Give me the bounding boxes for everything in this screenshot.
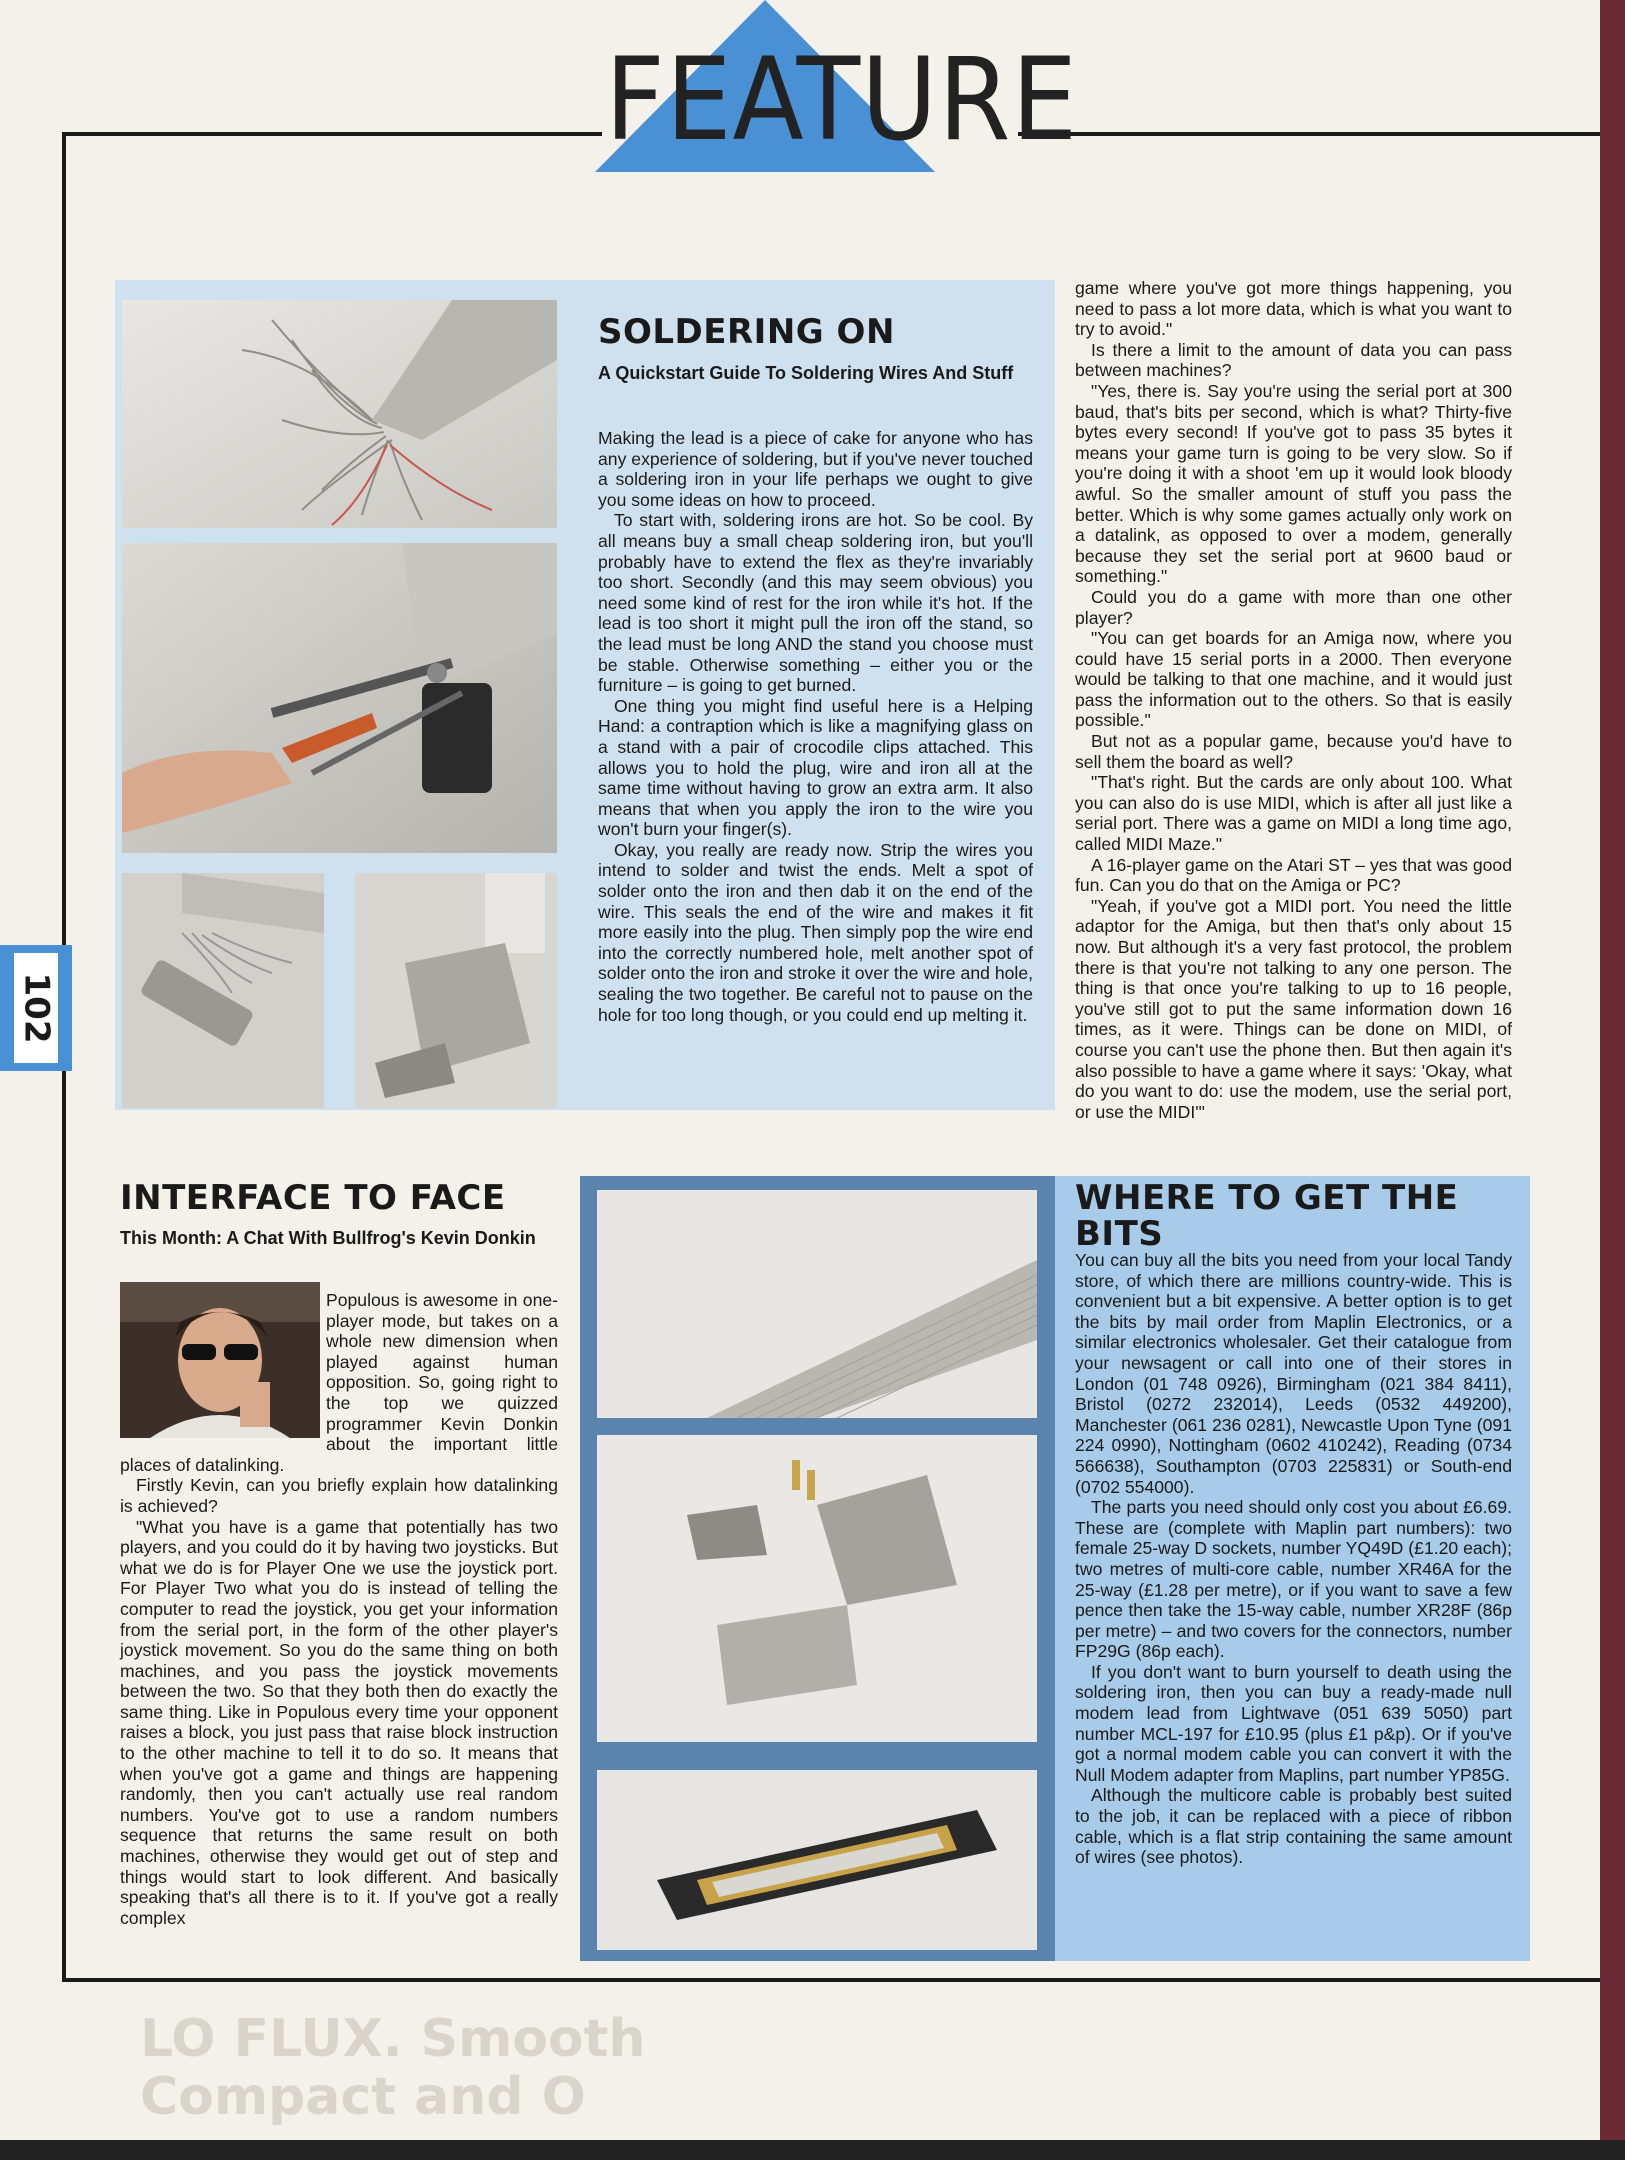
- interview-paragraph: "You can get boards for an Amiga now, where you could have 15 serial ports in a 2000. Then everyone would be talking to that one machine, and it would just pass the information out to the others. So that is easily possible.": [1075, 628, 1512, 731]
- where-body: [1075, 1250, 1512, 1868]
- bleed-through-line: Compact and O: [140, 2067, 586, 2127]
- soldering-heading: SOLDERING ON: [598, 312, 895, 352]
- interface-subheading: This Month: A Chat With Bullfrog's Kevin Donkin: [120, 1228, 536, 1248]
- page-number-tab: [0, 945, 72, 1071]
- soldering-body: [598, 428, 1033, 1025]
- photo-connector-hood: [355, 873, 557, 1108]
- interview-paragraph: game where you've got more things happening, you need to pass a lot more data, which is what you want to try to avoid.": [1075, 278, 1512, 340]
- soldering-paragraph: Okay, you really are ready now. Strip the wires you intend to solder and twist the ends. Melt a spot of solder onto the iron and then dab it on the end of the wire. This seals the end of the wire and makes it fit more easily into the plug. Then simply pop the wire end into the correctly numbered hole, melt another spot of solder onto the iron and stroke it over the wire and hole, sealing the two together. Be careful not to pause on the hole for too long though, or you could end up melting it.: [598, 839, 1033, 1025]
- photo-d-connector-wired: [122, 873, 324, 1108]
- soldering-paragraph: One thing you might find useful here is a Helping Hand: a contraption which is like a magnifying glass on a stand with a pair of crocodile clips attached. This allows you to hold the plug, wire and iron all at the same time without having to grow an extra arm. It also means that when you apply the iron to the wire you won't burn your finger(s).: [598, 695, 1033, 840]
- photo-d-socket: [597, 1770, 1037, 1950]
- magazine-spine: [1600, 0, 1625, 2160]
- photo-float-spacer: [120, 1282, 326, 1444]
- photo-stripped-wires: [122, 300, 557, 528]
- photo-connector-parts: [597, 1435, 1037, 1742]
- soldering-paragraph: To start with, soldering irons are hot. So be cool. By all means buy a small cheap soldering iron, but you'll probably have to extend the flex as they're invariably too short. Secondly (and this may seem obvious) you need some kind of rest for the iron while it's hot. If the lead is too short it might pull the iron off the stand, so the lead must be long AND the stand you choose must be stable. Otherwise something – either you or the furniture – is going to get burned.: [598, 510, 1033, 696]
- bleed-through-line: LO FLUX. Smooth: [140, 2009, 646, 2069]
- soldering-paragraph: Making the lead is a piece of cake for anyone who has any experience of soldering, but if you've never touched a soldering iron in your life perhaps we ought to give you some ideas on how to proceed.: [598, 428, 1033, 510]
- interface-intro: Populous is awesome in one-player mode, but takes on a whole new dimension when played against human opposition. So, going right to the top we quizzed programmer Kevin Donkin about the important little places of datalinking.: [120, 1290, 558, 1475]
- where-paragraph: The parts you need should only cost you about £6.69. These are (complete with Maplin part numbers): two female 25-way D sockets, number YQ49D (£1.20 each); two metres of multi-core cable, number XR46A for the 25-way (£1.28 per metre), or if you want to save a few pence then take the 15-way cable, number XR28F (86p per metre) – and two covers for the connectors, number FP29G (86p each).: [1075, 1497, 1512, 1662]
- interface-body: [120, 1290, 558, 1928]
- photo-soldering-iron: [122, 543, 557, 853]
- where-paragraph: You can buy all the bits you need from your local Tandy store, of which there are millions country-wide. This is convenient but a bit expensive. A better option is to get the bits by mail order from Maplin Electronics, or a similar electronics wholesaler. Get their catalogue from your newsagent or call into one of their stores in London (01 748 0926), Birmingham (021 384 8411), Bristol (0272 232014), Leeds (0532 449200), Manchester (061 236 0281), Newcastle Upon Tyne (091 224 0990), Nottingham (0602 410242), Reading (0734 566638), Southampton (0703 225831) or South-end (0702 554000).: [1075, 1250, 1512, 1497]
- frame-bottom: [62, 1978, 1600, 1982]
- interview-paragraph: But not as a popular game, because you'd have to sell them the board as well?: [1075, 731, 1512, 772]
- page-number: 102: [16, 972, 57, 1044]
- interview-continued: [1075, 278, 1512, 1122]
- section-title: FEATURE: [605, 32, 1079, 167]
- interview-paragraph: "That's right. But the cards are only about 100. What you can also do is use MIDI, which is after all just like a serial port. There was a game on MIDI a long time ago, called MIDI Maze.": [1075, 772, 1512, 855]
- header-rule-right: [1018, 132, 1600, 136]
- header-rule-left: [62, 132, 602, 136]
- scan-edge: [0, 2140, 1625, 2160]
- where-heading: WHERE TO GET THE BITS: [1075, 1178, 1459, 1254]
- photo-ribbon-cable: [597, 1190, 1037, 1418]
- bleed-through-text: [140, 2010, 646, 2126]
- where-paragraph: Although the multicore cable is probably best suited to the job, it can be replaced with a piece of ribbon cable, which is a flat strip containing the same amount of wires (see photos).: [1075, 1785, 1512, 1868]
- interface-heading: INTERFACE TO FACE: [120, 1178, 506, 1218]
- interview-paragraph: "Yes, there is. Say you're using the serial port at 300 baud, that's bits per second, which is what? Thirty-five bytes every second! If you've got to pass 35 bytes it means your game turn is going to be very slow. So if you're doing it with a shoot 'em up it would look bloody awful. So the smaller amount of stuff you pass the better. Which is why some games actually only work on a datalink, as opposed to over a modem, generally because they set the serial port at 9600 baud or something.": [1075, 380, 1512, 587]
- interview-paragraph: Could you do a game with more than one other player?: [1075, 586, 1512, 628]
- interface-paragraph: "What you have is a game that potentially has two players, and you could do it by having two joysticks. But what we do is for Player One we use the joystick port. For Player Two what you do is instead of telling the computer to read the joystick, you get your information from the serial port, in the form of the other player's joystick movement. So you do the same thing on both machines, and you pass the joystick movements between the two. So that they both then do exactly the same thing. Like in Populous every time your opponent raises a block, you just pass that raise block instruction to the other machine to tell it to do so. It means that when you've got a game and things are happening randomly, then you can't actually use real random numbers. You've got to use a random numbers sequence that returns the same result on both machines, otherwise they would get out of step and things would start to look different. And basically speaking that's all there is to it. If you've got a really complex: [120, 1516, 558, 1928]
- soldering-subheading: A Quickstart Guide To Soldering Wires And Stuff: [598, 363, 1014, 383]
- interview-paragraph: Is there a limit to the amount of data you can pass between machines?: [1075, 339, 1512, 381]
- where-paragraph: If you don't want to burn yourself to death using the soldering iron, then you can buy a ready-made null modem lead from Lightwave (051 639 5050) part number MCL-197 for £10.95 (plus £1 p&p). Or if you've got a normal modem cable you can convert it with the Null Modem adapter from Maplins, part number YP85G.: [1075, 1661, 1512, 1785]
- interface-paragraph: Firstly Kevin, can you briefly explain how datalinking is achieved?: [120, 1475, 558, 1516]
- interview-paragraph: A 16-player game on the Atari ST – yes that was good fun. Can you do that on the Amiga or PC?: [1075, 854, 1512, 896]
- interview-paragraph: "Yeah, if you've got a MIDI port. You need the little adaptor for the Amiga, but then that's only about 15 now. But although it's a very fast protocol, the problem there is that you're not talking to any one person. The thing is that once you're talking to up to 16 people, you've still got to put the same information down 16 times, as it were. Things can be done on MIDI, of course you can't use the phone then. But then again it's also possible to have a game where it says: 'Okay, what do you want to do: use the modem, use the serial port, or use the MIDI'": [1075, 895, 1512, 1122]
